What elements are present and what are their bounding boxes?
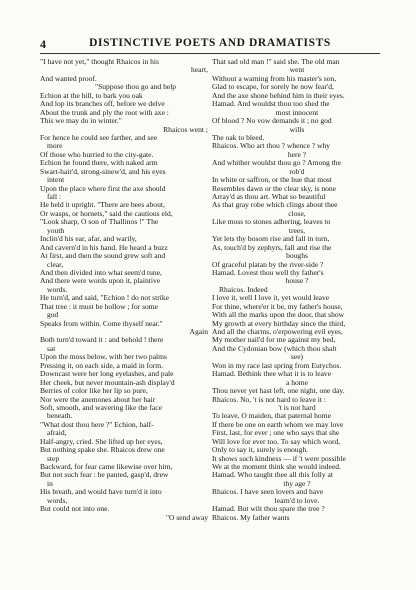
text-line: Hamad. Who taught thee all this folly at (212, 471, 334, 480)
text-line: For hence he could see farther, and see (40, 133, 158, 142)
text-line: most innocent (275, 108, 319, 117)
text-line: Of blood ? No vow demands it ; no god (212, 117, 332, 126)
text-line: But nothing spake she. Rhaicos drew one (40, 446, 165, 455)
text-line: see) (290, 353, 304, 362)
text-line: But could not into one. (40, 505, 110, 514)
text-line: here ? (287, 150, 307, 159)
text-line: Swart-hair'd, strong-sinew'd, and his eyes (40, 167, 166, 176)
text-line: intent (47, 176, 65, 185)
text-line: And all the charms, o'erpowering evil eyes, (212, 328, 343, 336)
text-line: Rhaicos. I have seen lovers and have (212, 488, 324, 497)
text-line: But not such fear : he panted, gasp'd, drew (40, 471, 169, 480)
text-line: My mother nail'd for me against my bed, (212, 336, 336, 345)
text-line: I love it, well I love it, yet would leave (212, 294, 330, 303)
text-line: afraid, (47, 429, 67, 438)
text-line: It shows such kindness — if 't were possible (212, 454, 346, 463)
running-header (40, 37, 380, 51)
text-line: My growth at every birthday since the third, (212, 319, 346, 328)
text-line: About the trunk and ply the root with axe : (40, 108, 169, 117)
text-line: Berries of color like her lip so pure, (40, 387, 148, 396)
text-line: "I have not yet," thought Rhaicos in his (40, 58, 159, 66)
text-line: youth (47, 226, 65, 235)
text-line: trees, (288, 226, 306, 235)
text-line: fall : (47, 193, 62, 201)
text-line: In white or saffron, or the hue that most (212, 176, 332, 185)
text-line: more (47, 142, 63, 151)
text-line: He turn'd, and said, "Echion ! do not strike (40, 294, 169, 303)
text-line: Hamad. Bethink thee what it is to leave (212, 370, 332, 379)
text-line: Of graceful platan by the river-side ? (212, 260, 324, 269)
text-line: Hamad. And wouldst thou too shed the (212, 100, 330, 109)
text-line: "Look sharp, O son of Thallinos !" The (40, 218, 159, 227)
text-line: Array'd as thou art. What so beautiful (212, 193, 326, 201)
text-line: rob'd (289, 167, 305, 176)
text-line: Like moss to stones adhering, leaves to (212, 218, 331, 227)
text-line: Hamad. Lovest thou well thy father's (212, 268, 324, 277)
text-line: Her cheek, but never mountain-ash display'd (40, 378, 175, 387)
text-line: And cavern'd in his hand. He heard a buzz (40, 243, 168, 252)
text-line: Rhaicos. My father wants (212, 513, 290, 522)
text-line: Without a warning from his master's son, (212, 74, 337, 83)
text-line: heart, (191, 66, 208, 75)
text-line: If there be one on earth whom we may love (212, 420, 344, 429)
text-line: Half-angry, cried. She lifted up her eyes, (40, 437, 163, 446)
text-line: 't is not hard (278, 403, 316, 412)
text-line: Again (189, 328, 208, 336)
text-line: Downcast were her long eyelashes, and pale (40, 370, 174, 379)
text-line: And lop its branches off, before we delve (40, 100, 165, 109)
text-line: Inclin'd his ear, afar, and warily, (40, 235, 137, 244)
text-line: That sad old man !" said she. The old man (212, 58, 340, 66)
text-line: And the axe shone behind him in their eyes. (212, 91, 345, 100)
text-line: clear, (47, 260, 64, 269)
text-line: Both turn'd toward it : and behold ! there (40, 336, 164, 345)
text-line: His breath, and would have turn'd it into (40, 488, 162, 497)
text-line: Rhaicos. Who art thou ? whence ? why (212, 142, 331, 151)
text-line: Echion at the hill, to bark you oak (40, 91, 143, 100)
text-line: Rhaicos. Indeed (219, 285, 268, 294)
text-line: The oak to bleed. (212, 133, 265, 142)
text-line: And the Cydonian bow (which thou shalt (212, 344, 337, 353)
text-line: First, last, for ever ; one who says that she (212, 429, 340, 438)
text-line: With all the marks upon the door, that show (212, 311, 345, 320)
text-line: Only to say it, surely is enough. (212, 446, 309, 455)
text-line: As, touch'd by zephyrs, fall and rise the (212, 243, 332, 252)
text-line: step (47, 454, 60, 463)
text-line: Hamad. But wilt thou spare the tree ? (212, 505, 325, 514)
text-line: sat (47, 344, 56, 353)
text-line: Glad to escape, for sorely he now fear'd, (212, 83, 334, 92)
text-line: This we may do in winter." (40, 117, 122, 126)
text-line: As that gray robe which clings about thee (212, 201, 338, 210)
text-line: close, (288, 209, 306, 218)
text-line: And there were words upon it, plaintive (40, 277, 161, 286)
text-line: And whither wouldst thou go ? Among the (212, 159, 341, 168)
text-line: "Suppose thou go and help (95, 83, 177, 92)
text-line: boughs (286, 252, 308, 261)
text-line: Backward, for fear came likewise over him, (40, 463, 173, 471)
text-line: He held it upright. "There are bees about, (40, 201, 165, 210)
text-line: We at the moment think she would indeed. (212, 463, 341, 471)
text-line: Soft, smooth, and wavering like the face (40, 403, 162, 412)
text-line: Echion he found there, with naked arm (40, 159, 158, 168)
text-line: god (47, 311, 59, 320)
text-line: a home (285, 378, 308, 387)
page-number: 4 (40, 37, 46, 51)
text-line: Or wasps, or hornets," said the cautious eld, (40, 209, 173, 218)
text-line: went (289, 66, 305, 75)
text-line: Thou never yet hast left, one night, one day. (212, 387, 345, 396)
text-line: words, (47, 496, 68, 505)
text-line: Speaks from within. Come thyself near." (40, 319, 163, 328)
right-text-column (212, 58, 382, 522)
text-line: Upon the moss below, with her two palms (40, 353, 167, 362)
text-line: Resembles dawn or the clear sky, is none (212, 184, 337, 193)
text-line: And wanted proof. (40, 74, 97, 83)
text-line: At first, and then the sound grew soft and (40, 252, 166, 261)
text-line: Nor were the anemones about her hair (40, 395, 156, 404)
text-line: Upon the place where first the axe should (40, 184, 166, 193)
text-line: words. (47, 285, 68, 294)
text-line: Rhaicos went ; (163, 125, 208, 134)
text-line: To leave, O maiden, that paternal home (212, 412, 331, 421)
left-text-column (40, 58, 210, 522)
text-line: "What dost thou here ?" Echion, half- (40, 420, 154, 429)
text-line: That tree : it must be hollow ; for some (40, 302, 159, 311)
text-line: wills (289, 125, 305, 134)
text-line: For thine, where'er it be, my father's house, (212, 302, 343, 311)
text-line: thy age ? (283, 479, 311, 488)
text-line: learn'd to love. (274, 496, 320, 505)
text-line: "O send away (165, 513, 208, 522)
text-line: And then divided into what seem'd tune, (40, 268, 162, 277)
text-line: in (47, 479, 53, 488)
text-line: beneath. (47, 412, 73, 421)
text-line: Won in my race last spring from Eutychos. (212, 361, 342, 370)
text-line: Of those who hurried to the city-gate. (40, 150, 154, 159)
running-title: DISTINCTIVE POETS AND DRAMATISTS (89, 37, 331, 49)
header-rule (40, 53, 380, 54)
text-line: house ? (285, 277, 309, 286)
text-line: Yet lets thy bosom rise and fall in turn, (212, 235, 330, 244)
text-line: Will love for ever too. To say which word, (212, 437, 341, 446)
text-line: Pressing it, on each side, a maid in form. (40, 361, 164, 370)
text-line: Rhaicos. No, 't is not hard to leave it : (212, 395, 326, 404)
